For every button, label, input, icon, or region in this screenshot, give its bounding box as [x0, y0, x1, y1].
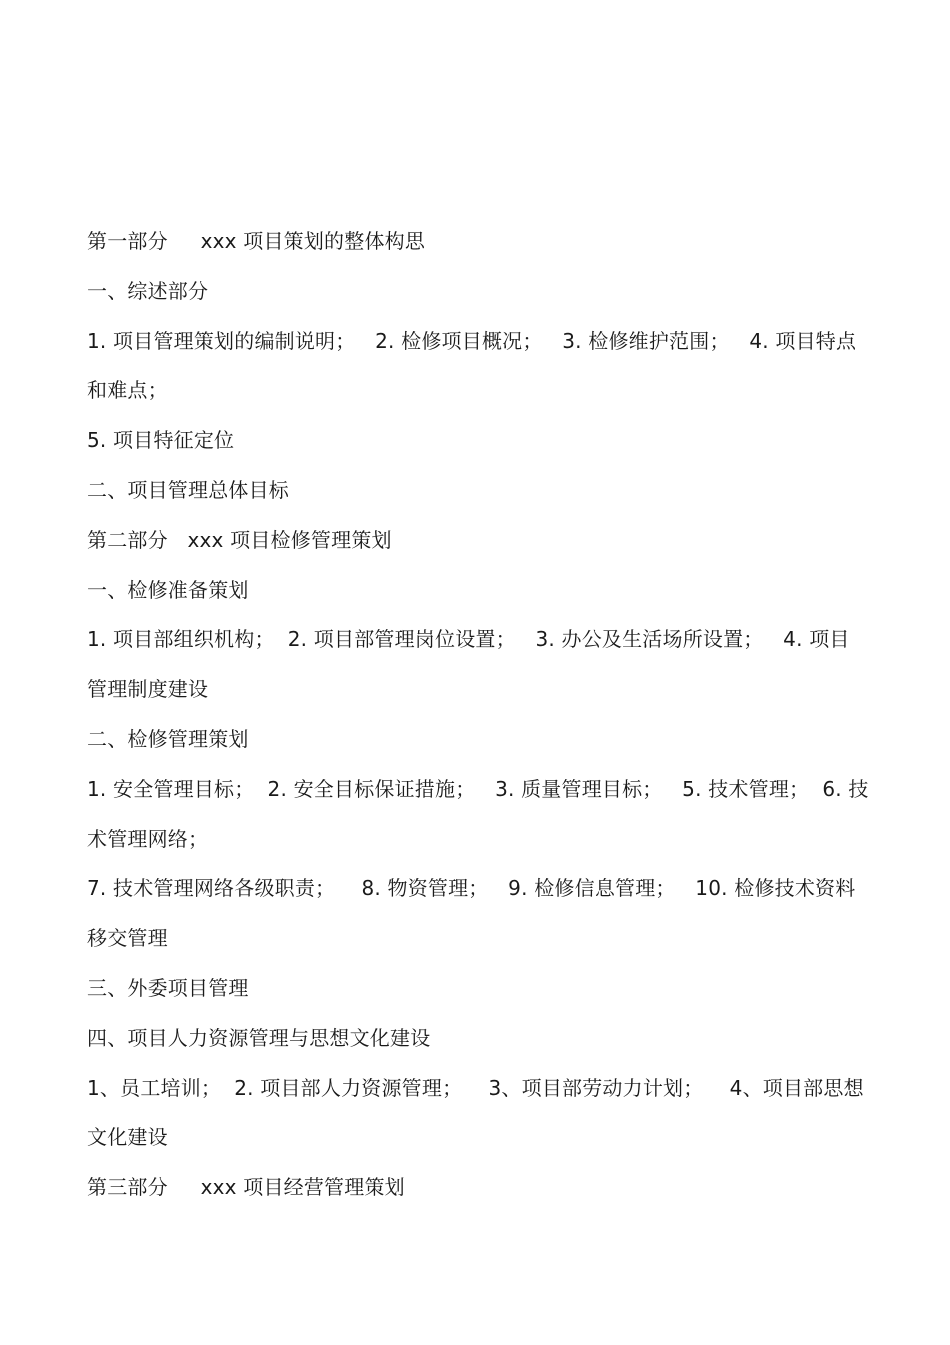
management-items-line-2: 术管理网络； [87, 826, 209, 851]
section-heading-human-resources: 四、项目人力资源管理与思想文化建设 [87, 1025, 431, 1050]
overview-items-line-2: 和难点； [87, 378, 168, 403]
document-body [87, 226, 877, 1222]
overview-items-line-1: 1. 项目管理策划的编制说明； 2. 检修项目概况； 3. 检修维护范围； 4. 项目特点 [87, 328, 857, 353]
part-3-heading: 第三部分 xxx 项目经营管理策划 [87, 1175, 405, 1200]
section-heading-overall-goals: 二、项目管理总体目标 [87, 477, 289, 502]
preparation-items-line-2: 管理制度建设 [87, 677, 209, 702]
management-items-line-3: 7. 技术管理网络各级职责； 8. 物资管理； 9. 检修信息管理； 10. 检修技术资料 [87, 876, 856, 901]
hr-items-line-2: 文化建设 [87, 1125, 168, 1150]
section-heading-maintenance-preparation: 一、检修准备策划 [87, 577, 249, 602]
management-items-line-4: 移交管理 [87, 926, 168, 951]
hr-items-line-1: 1、员工培训； 2. 项目部人力资源管理； 3、项目部劳动力计划； 4、项目部思想 [87, 1075, 864, 1100]
overview-item-5: 5. 项目特征定位 [87, 428, 235, 453]
management-items-line-1: 1. 安全管理目标； 2. 安全目标保证措施； 3. 质量管理目标； 5. 技术管理； 6. 技 [87, 776, 869, 801]
section-heading-overview: 一、综述部分 [87, 278, 209, 303]
section-heading-maintenance-management: 二、检修管理策划 [87, 726, 249, 751]
preparation-items-line-1: 1. 项目部组织机构； 2. 项目部管理岗位设置； 3. 办公及生活场所设置； 4. 项目 [87, 627, 850, 652]
part-2-heading: 第二部分 xxx 项目检修管理策划 [87, 527, 392, 552]
section-heading-outsourced-projects: 三、外委项目管理 [87, 975, 249, 1000]
part-1-heading: 第一部分 xxx 项目策划的整体构思 [87, 229, 426, 253]
